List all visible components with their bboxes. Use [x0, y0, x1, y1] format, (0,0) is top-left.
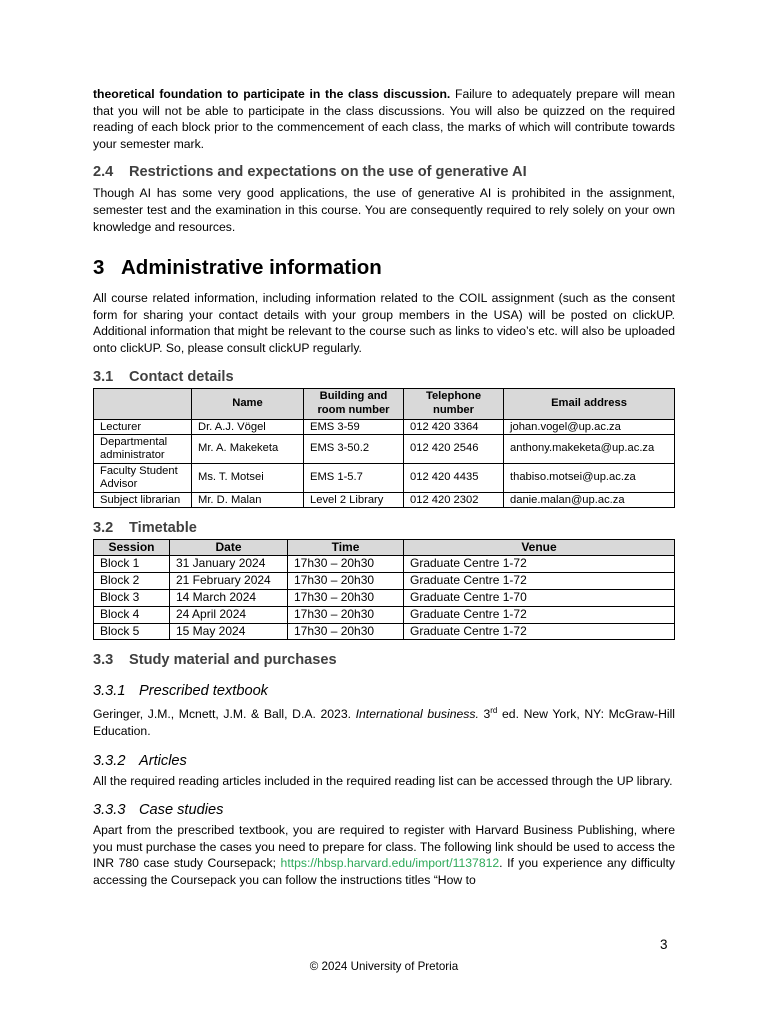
table-cell: Block 4: [94, 606, 170, 623]
coursepack-link[interactable]: https://hbsp.harvard.edu/import/1137812: [280, 856, 500, 871]
table-cell: EMS 3-59: [304, 419, 404, 434]
section-title: Articles: [139, 752, 187, 769]
table-cell: 14 March 2024: [170, 589, 288, 606]
table-cell: 31 January 2024: [170, 556, 288, 573]
table-cell: 21 February 2024: [170, 573, 288, 590]
table-row: [94, 589, 675, 606]
table-cell: Dr. A.J. Vögel: [192, 419, 304, 434]
citation-authors: Geringer, J.M., Mcnett, J.M. & Ball, D.A. 2023.: [93, 707, 356, 722]
table-cell: 17h30 – 20h30: [288, 589, 404, 606]
section-title: Case studies: [139, 802, 224, 819]
section-3-3-1-heading: [93, 683, 675, 699]
column-header: Time: [288, 539, 404, 556]
citation-edition: 3: [478, 707, 491, 722]
section-title: Contact details: [129, 368, 234, 385]
table-cell: 012 420 4435: [404, 463, 504, 492]
section-3-3-2-heading: [93, 753, 675, 769]
section-3-3-heading: [93, 652, 675, 668]
table-cell: thabiso.motsei@up.ac.za: [504, 463, 675, 492]
citation-publisher: ed. New York, NY: McGraw-Hill Education.: [93, 707, 675, 738]
table-cell: 012 420 3364: [404, 419, 504, 434]
section-title: Timetable: [129, 519, 197, 536]
table-row: [94, 623, 675, 640]
section-2-4-heading: [93, 164, 675, 180]
table-cell: 17h30 – 20h30: [288, 556, 404, 573]
case-studies-body: [93, 822, 675, 888]
section-number: 3: [93, 256, 105, 280]
citation-edition-suffix: rd: [490, 706, 498, 716]
table-row: [94, 573, 675, 590]
table-header-row: [94, 388, 675, 419]
table-row: [94, 419, 675, 434]
section-3-heading: [93, 256, 675, 280]
case-studies-text: Apart from the prescribed textbook, you are required to register with Harvard Business Publishing, where you must purchase the cases you need to prepare for class. The following link should be used to access the INR 780 case study Coursepack;: [93, 823, 675, 871]
section-2-4-body: Though AI has some very good applications, the use of generative AI is prohibited in the assignment, semester test and the examination in this course. You are consequently required to rely solely on your own knowledge and resources.: [93, 186, 675, 234]
section-title: Study material and purchases: [129, 652, 337, 669]
section-3-2-heading: [93, 520, 675, 536]
table-cell: Graduate Centre 1-72: [404, 556, 675, 573]
table-cell: EMS 3-50.2: [304, 434, 404, 463]
section-3-3-3-heading: [93, 802, 675, 818]
table-cell: Graduate Centre 1-72: [404, 573, 675, 590]
column-header: Email address: [504, 388, 675, 419]
table-cell: 17h30 – 20h30: [288, 623, 404, 640]
section-title: Restrictions and expectations on the use of generative AI: [129, 164, 527, 181]
section-number: 3.3.3: [93, 802, 126, 819]
table-cell: EMS 1-5.7: [304, 463, 404, 492]
table-cell: johan.vogel@up.ac.za: [504, 419, 675, 434]
section-number: 3.3.2: [93, 752, 126, 769]
section-3-1-heading: [93, 369, 675, 385]
column-header: Building and room number: [304, 388, 404, 419]
table-cell: Block 5: [94, 623, 170, 640]
column-header: Session: [94, 539, 170, 556]
timetable-table: [93, 539, 675, 641]
table-cell: 24 April 2024: [170, 606, 288, 623]
table-cell: Graduate Centre 1-72: [404, 623, 675, 640]
table-cell: Lecturer: [94, 419, 192, 434]
table-cell: Block 3: [94, 589, 170, 606]
table-cell: Departmental administrator: [94, 434, 192, 463]
table-cell: 012 420 2546: [404, 434, 504, 463]
table-cell: Faculty Student Advisor: [94, 463, 192, 492]
table-row: [94, 463, 675, 492]
section-number: 3.2: [93, 519, 114, 536]
contact-details-table: [93, 388, 675, 508]
table-cell: Block 1: [94, 556, 170, 573]
table-cell: Level 2 Library: [304, 492, 404, 507]
table-cell: Block 2: [94, 573, 170, 590]
column-header: Venue: [404, 539, 675, 556]
section-number: 3.3.1: [93, 683, 126, 700]
table-row: [94, 434, 675, 463]
table-row: [94, 556, 675, 573]
table-header-row: [94, 539, 675, 556]
table-cell: anthony.makeketa@up.ac.za: [504, 434, 675, 463]
table-cell: Mr. A. Makeketa: [192, 434, 304, 463]
page-number: 3: [660, 937, 668, 952]
column-header: [94, 388, 192, 419]
table-cell: 17h30 – 20h30: [288, 573, 404, 590]
table-cell: Ms. T. Motsei: [192, 463, 304, 492]
case-studies-text-continued: . If you experience any difficulty accessing the Coursepack you can follow the instructions titles “How to: [93, 856, 675, 887]
intro-bold: theoretical foundation to participate in the class discussion.: [93, 87, 451, 101]
table-cell: 012 420 2302: [404, 492, 504, 507]
table-cell: Graduate Centre 1-70: [404, 589, 675, 606]
intro-paragraph: [93, 86, 675, 152]
section-number: 2.4: [93, 164, 114, 181]
section-title: Administrative information: [121, 256, 382, 280]
articles-body: All the required reading articles included in the required reading list can be accessed through the UP library.: [93, 773, 673, 788]
table-cell: Mr. D. Malan: [192, 492, 304, 507]
footer-copyright: © 2024 University of Pretoria: [309, 960, 459, 973]
intro-rest: Failure to adequately prepare will mean that you will not be able to participate in the class discussions. You will also be quizzed on the required reading of each block prior to the commencement of each class, the marks of which will contribute towards your semester mark.: [93, 87, 675, 151]
document-page: [93, 86, 675, 889]
column-header: Telephone number: [404, 388, 504, 419]
section-number: 3.3: [93, 652, 114, 669]
table-row: [94, 606, 675, 623]
textbook-citation: [93, 703, 675, 739]
column-header: Date: [170, 539, 288, 556]
table-cell: 17h30 – 20h30: [288, 606, 404, 623]
section-3-body: All course related information, including information related to the COIL assignment (such as the consent form for sharing your contact details with your group members in the USA) will be posted on clickUP. Additional information that might be relevant to the course such as links to video’s etc. will also be uploaded onto clickUP. So, please consult clickUP regularly.: [93, 291, 675, 355]
table-row: [94, 492, 675, 507]
citation-title: International business.: [355, 707, 479, 722]
table-cell: danie.malan@up.ac.za: [504, 492, 675, 507]
table-cell: Graduate Centre 1-72: [404, 606, 675, 623]
section-title: Prescribed textbook: [139, 683, 268, 700]
table-cell: Subject librarian: [94, 492, 192, 507]
table-cell: 15 May 2024: [170, 623, 288, 640]
section-number: 3.1: [93, 368, 114, 385]
column-header: Name: [192, 388, 304, 419]
